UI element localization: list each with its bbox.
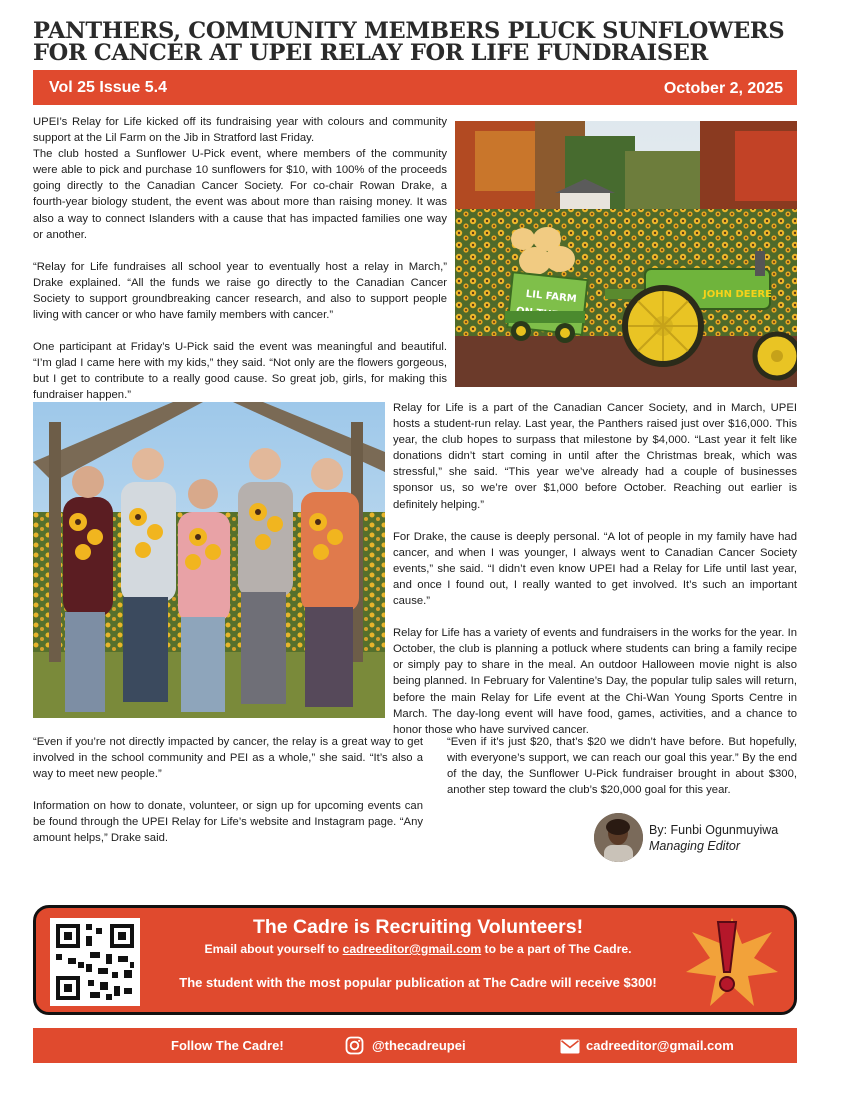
author-role: Managing Editor xyxy=(649,839,741,853)
paragraph: Relay for Life is a part of the Canadian Cancer Society, and in March, UPEI hosts a student-run relay. Last year, the Panthers raised just over $16,000. This year, the club hopes to surpass that milestone by $4,000. “Last year it felt like donations didn’t start coming in until after the Christmas break, which was stressful,” she said. “This year we’ve already had a couple of businesses sponsor us, so we’re over $1,000 before October. Reaching out earlier is definitely helping.” xyxy=(393,402,797,511)
article-headline xyxy=(33,20,813,64)
recruit-line-suffix: to be a part of The Cadre. xyxy=(481,942,632,956)
issue-date: October 2, 2025 xyxy=(663,80,783,97)
paragraph: Information on how to donate, volunteer, or sign up for upcoming events can be found through the UPEI Relay for Life’s website and Instagram page. “Any amount helps,” Drake said. xyxy=(33,800,423,845)
exclamation-burst-icon xyxy=(684,914,780,1010)
paragraph: “Even if it’s just $20, that’s $20 we didn’t have before. But hopefully, with everyone’s support, we can reach our goal this year.” By the end of the day, the Sunflower U-Pick fundraiser brought in about $300, another step toward the club’s $20,000 goal for this year. xyxy=(447,736,797,797)
tractor-brand-text: JOHN DEERE xyxy=(703,289,772,300)
recruit-line-prefix: Email about yourself to xyxy=(204,942,343,956)
article-column-a xyxy=(33,114,447,404)
recruit-email-line xyxy=(36,942,797,956)
paragraph: “Relay for Life fundraises all school year to eventually host a relay in March,” Drake explained. “All the funds we raise go directly to the Canadian Cancer Society to support groundbreaking cancer research, and also to support people living with cancer or who have family members with cancer.” xyxy=(33,260,447,322)
recruiting-banner xyxy=(33,905,797,1015)
paragraph: “Even if you’re not directly impacted by cancer, the relay is a great way to get involved in the school community and PEI as a whole,” she said. “It’s also a way to meet new people.” xyxy=(33,736,423,781)
issue-volume: Vol 25 Issue 5.4 xyxy=(49,79,167,96)
author-byline xyxy=(594,813,814,863)
article-column-d xyxy=(447,734,797,798)
paragraph: For Drake, the cause is deeply personal. “A lot of people in my family have had cancer, and when I was younger, I always went to Canadian Cancer Society events,” she said. “I didn’t even know UPEI had a Relay for Life until last year, and once I found out, I really wanted to get involved. It’s such an important cause.” xyxy=(393,530,797,608)
author-avatar xyxy=(594,813,643,862)
farm-sign-line-1: LIL FARM xyxy=(525,288,578,306)
footer-email-link[interactable]: cadreeditor@gmail.com xyxy=(586,1038,734,1053)
paragraph: The club hosted a Sunflower U-Pick event, where members of the community were able to pick and purchase 10 sunflowers for $10, with 100% of the proceeds going directly to the Canadian Cancer Society. For co-chair Rowan Drake, a fourth-year biology student, the event was about more than raising money. It was also a way to connect Islanders with a cause that has impacted families one way or another. xyxy=(33,148,447,241)
recruit-title: The Cadre is Recruiting Volunteers! xyxy=(252,916,584,938)
paragraph: One participant at Friday’s U-Pick said the event was meaningful and beautiful. “I’m glad I came here with my kids,” they said. “Not only are the flowers gorgeous, but I get to contribute to a really good cause. So great job, girls, for making this fundraiser happen.” xyxy=(33,341,447,402)
follow-label: Follow The Cadre! xyxy=(171,1038,284,1053)
recruit-prize-line: The student with the most popular publication at The Cadre will receive $300! xyxy=(179,975,657,990)
volunteers-sunflowers-photo xyxy=(33,402,385,718)
instagram-handle[interactable]: @thecadreupei xyxy=(372,1038,466,1053)
paragraph: UPEI’s Relay for Life kicked off its fundraising year with colours and community support at the Lil Farm on the Jib in Stratford last Friday. xyxy=(33,116,447,145)
paragraph: Relay for Life has a variety of events and fundraisers in the works for the year. In October, the club is planning a potluck where students can bring a family recipe or simply pay to share in the meal. An outdoor Halloween movie night is also being planned. In February for Valentine’s Day, the popular tulip sales will return, before the main Relay for Life event at the Chi-Wan Young Sports Centre in March. The day-long event will have food, games, activities, and a chance to honor those who have survived cancer. xyxy=(393,627,797,736)
article-column-c xyxy=(33,734,423,847)
headline-line-1: PANTHERS, COMMUNITY MEMBERS PLUCK SUNFLOWERS xyxy=(33,18,785,44)
mail-icon[interactable] xyxy=(560,1039,580,1057)
farm-tractor-photo xyxy=(455,121,797,387)
article-column-b xyxy=(393,400,797,738)
recruit-email-link[interactable]: cadreeditor@gmail.com xyxy=(342,942,482,956)
headline-line-2: FOR CANCER AT UPEI RELAY FOR LIFE FUNDRAISER xyxy=(33,40,709,66)
author-name: By: Funbi Ogunmuyiwa xyxy=(649,823,779,837)
issue-bar xyxy=(33,70,797,105)
follow-bar xyxy=(33,1028,797,1063)
instagram-icon[interactable] xyxy=(345,1036,364,1058)
